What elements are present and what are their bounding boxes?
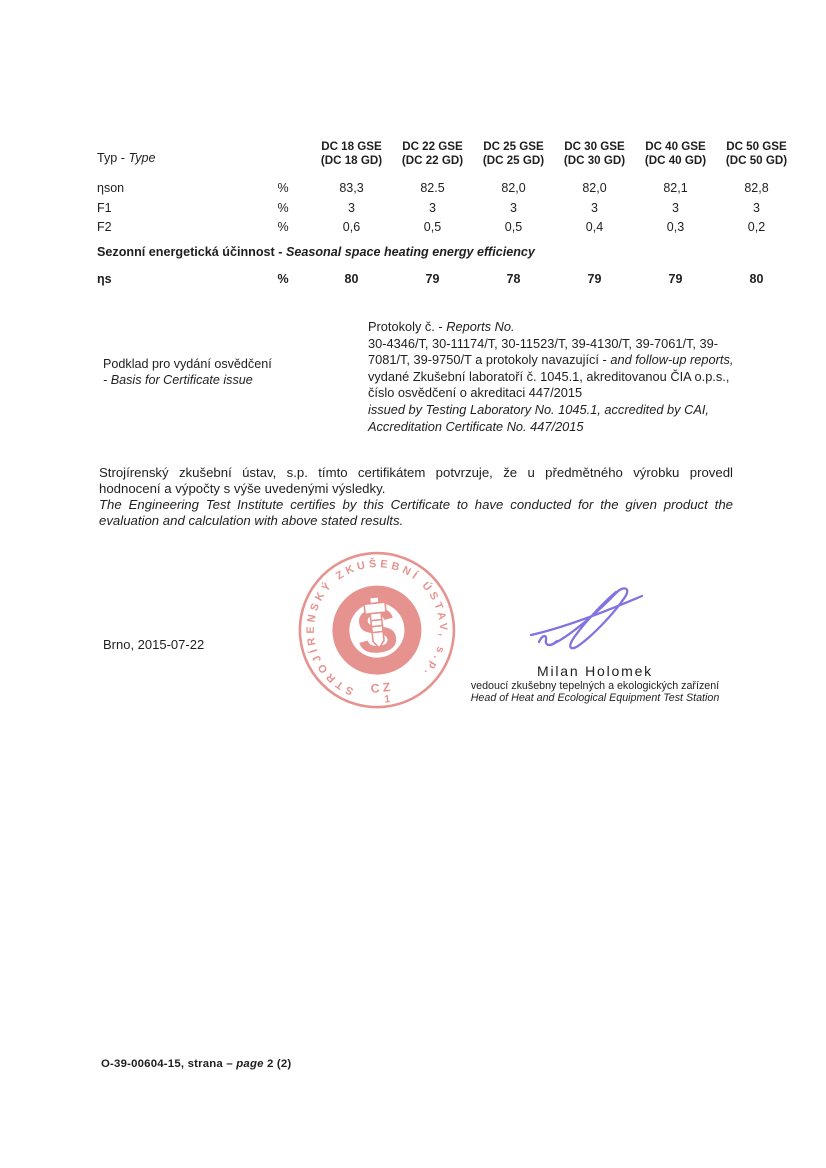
reports-title-en: Reports No. bbox=[446, 319, 515, 334]
reports-block bbox=[368, 319, 733, 435]
reports-line: issued by Testing Laboratory No. 1045.1, accredited by CAI, bbox=[368, 401, 709, 417]
reports-en: and follow-up reports, bbox=[610, 352, 734, 368]
table-cell: 0,4 bbox=[585, 220, 604, 234]
certification-statement bbox=[99, 465, 733, 529]
table-cell: 80 bbox=[344, 272, 359, 286]
reports-line: vydané Zkušební laboratoří č. 1045.1, akreditovanou ČIA o.p.s., bbox=[368, 368, 730, 384]
reports-cz: 7081/T, 39-9750/T a protokoly navazující - bbox=[368, 352, 611, 368]
signer-name: Milan Holomek bbox=[537, 663, 653, 679]
col-header-dc18 bbox=[311, 138, 392, 181]
table-cell: 82,0 bbox=[582, 181, 607, 195]
table-cell: 0,5 bbox=[423, 220, 442, 234]
reports-line: 30-4346/T, 30-11174/T, 30-11523/T, 39-4130/T, 39-7061/T, 39- bbox=[368, 335, 719, 351]
reports-line bbox=[368, 319, 733, 336]
table-cell: 3 bbox=[510, 201, 517, 215]
row-unit: % bbox=[277, 272, 289, 286]
statement-cz-line2: hodnocení a výpočty s výše uvedenými výsledky. bbox=[99, 481, 386, 497]
footer-page-word: page bbox=[236, 1058, 264, 1070]
basis-label-en: - Basis for Certificate issue bbox=[103, 373, 253, 387]
col-variant: (DC 25 GD) bbox=[482, 153, 545, 167]
table-cell: 0,3 bbox=[666, 220, 685, 234]
col-variant: (DC 18 GD) bbox=[320, 153, 383, 167]
table-cell: 79 bbox=[668, 272, 683, 286]
table-cell: 82,0 bbox=[501, 181, 526, 195]
footer-page-number: 2 (2) bbox=[263, 1058, 292, 1070]
issue-date: Brno, 2015-07-22 bbox=[103, 637, 205, 652]
table-cell: 78 bbox=[506, 272, 521, 286]
col-model: DC 22 GSE bbox=[402, 140, 463, 153]
col-header-dc25 bbox=[473, 138, 554, 181]
table-type-header bbox=[97, 138, 255, 181]
page-footer bbox=[101, 1058, 291, 1070]
basis-label bbox=[103, 356, 272, 388]
row-param-f2: F2 bbox=[97, 220, 112, 234]
basis-label-cz: Podklad pro vydání osvědčení bbox=[103, 357, 272, 371]
col-header-dc50 bbox=[716, 138, 797, 181]
table-cell: 3 bbox=[672, 201, 679, 215]
row-param-ns: ηs bbox=[97, 272, 112, 286]
signature-stroke bbox=[531, 596, 642, 635]
table-unit-header bbox=[255, 138, 311, 181]
row-unit: % bbox=[277, 220, 289, 234]
col-header-dc30 bbox=[554, 138, 635, 181]
reports-title-cz: Protokoly č. - bbox=[368, 319, 447, 334]
row-unit: % bbox=[277, 201, 289, 215]
row-unit: % bbox=[277, 181, 289, 195]
table-cell: 80 bbox=[749, 272, 764, 286]
table-cell: 0,2 bbox=[747, 220, 766, 234]
table-cell: 82,8 bbox=[744, 181, 769, 195]
col-model: DC 25 GSE bbox=[483, 140, 544, 153]
table-cell: 3 bbox=[429, 201, 436, 215]
col-model: DC 40 GSE bbox=[645, 140, 706, 153]
col-header-dc22 bbox=[392, 138, 473, 181]
signature bbox=[515, 581, 650, 656]
section-label-cz: Sezonní energetická účinnost - bbox=[97, 245, 286, 259]
type-label-cz: Typ - bbox=[97, 151, 129, 165]
statement-en-line1: The Engineering Test Institute certifies by this Certificate to have conducted for the given product the bbox=[99, 497, 733, 513]
table-cell: 79 bbox=[425, 272, 440, 286]
seasonal-efficiency-heading bbox=[97, 245, 797, 272]
table-cell: 82,1 bbox=[663, 181, 688, 195]
col-model: DC 50 GSE bbox=[726, 140, 787, 153]
table-cell: 3 bbox=[348, 201, 355, 215]
signer-role-en: Head of Heat and Ecological Equipment Test Station bbox=[470, 692, 720, 705]
type-label-en: Type bbox=[128, 151, 156, 165]
col-variant: (DC 22 GD) bbox=[401, 153, 464, 167]
results-table bbox=[97, 138, 797, 290]
col-variant: (DC 30 GD) bbox=[563, 153, 626, 167]
stamp-country-code: CZ bbox=[369, 679, 394, 697]
signer-role-cz: vedoucí zkušebny tepelných a ekologických zařízení bbox=[470, 680, 720, 692]
table-cell: 3 bbox=[591, 201, 598, 215]
col-model: DC 18 GSE bbox=[321, 140, 382, 153]
table-cell: 0,5 bbox=[504, 220, 523, 234]
statement-cz-line1: Strojírenský zkušební ústav, s.p. tímto certifikátem potvrzuje, že u předmětného výrobku provedl bbox=[99, 465, 733, 480]
table-cell: 82.5 bbox=[420, 181, 445, 195]
col-variant: (DC 40 GD) bbox=[644, 153, 707, 167]
row-param-nson: ηson bbox=[97, 181, 125, 195]
table-cell: 3 bbox=[753, 201, 760, 215]
official-stamp bbox=[288, 543, 468, 719]
stamp-lab-number: 1 bbox=[383, 693, 391, 706]
table-cell: 0,6 bbox=[342, 220, 361, 234]
signer-block bbox=[445, 663, 745, 705]
statement-en-line2: evaluation and calculation with above stated results. bbox=[99, 513, 404, 529]
col-header-dc40 bbox=[635, 138, 716, 181]
col-variant: (DC 50 GD) bbox=[725, 153, 788, 167]
stamp-ring-text: STROJÍRENSKÝ ZKUŠEBNÍ ÚSTAV, s.p. bbox=[304, 558, 449, 698]
reports-line: Accreditation Certificate No. 447/2015 bbox=[368, 418, 584, 434]
reports-line: číslo osvědčení o akreditaci 447/2015 bbox=[368, 385, 583, 401]
table-cell: 83,3 bbox=[339, 181, 364, 195]
col-model: DC 30 GSE bbox=[564, 140, 625, 153]
reports-line bbox=[368, 352, 733, 369]
row-param-f1: F1 bbox=[97, 201, 112, 215]
footer-ref: O-39-00604-15, strana – bbox=[101, 1058, 237, 1070]
table-cell: 79 bbox=[587, 272, 602, 286]
section-label-en: Seasonal space heating energy efficiency bbox=[285, 245, 535, 259]
